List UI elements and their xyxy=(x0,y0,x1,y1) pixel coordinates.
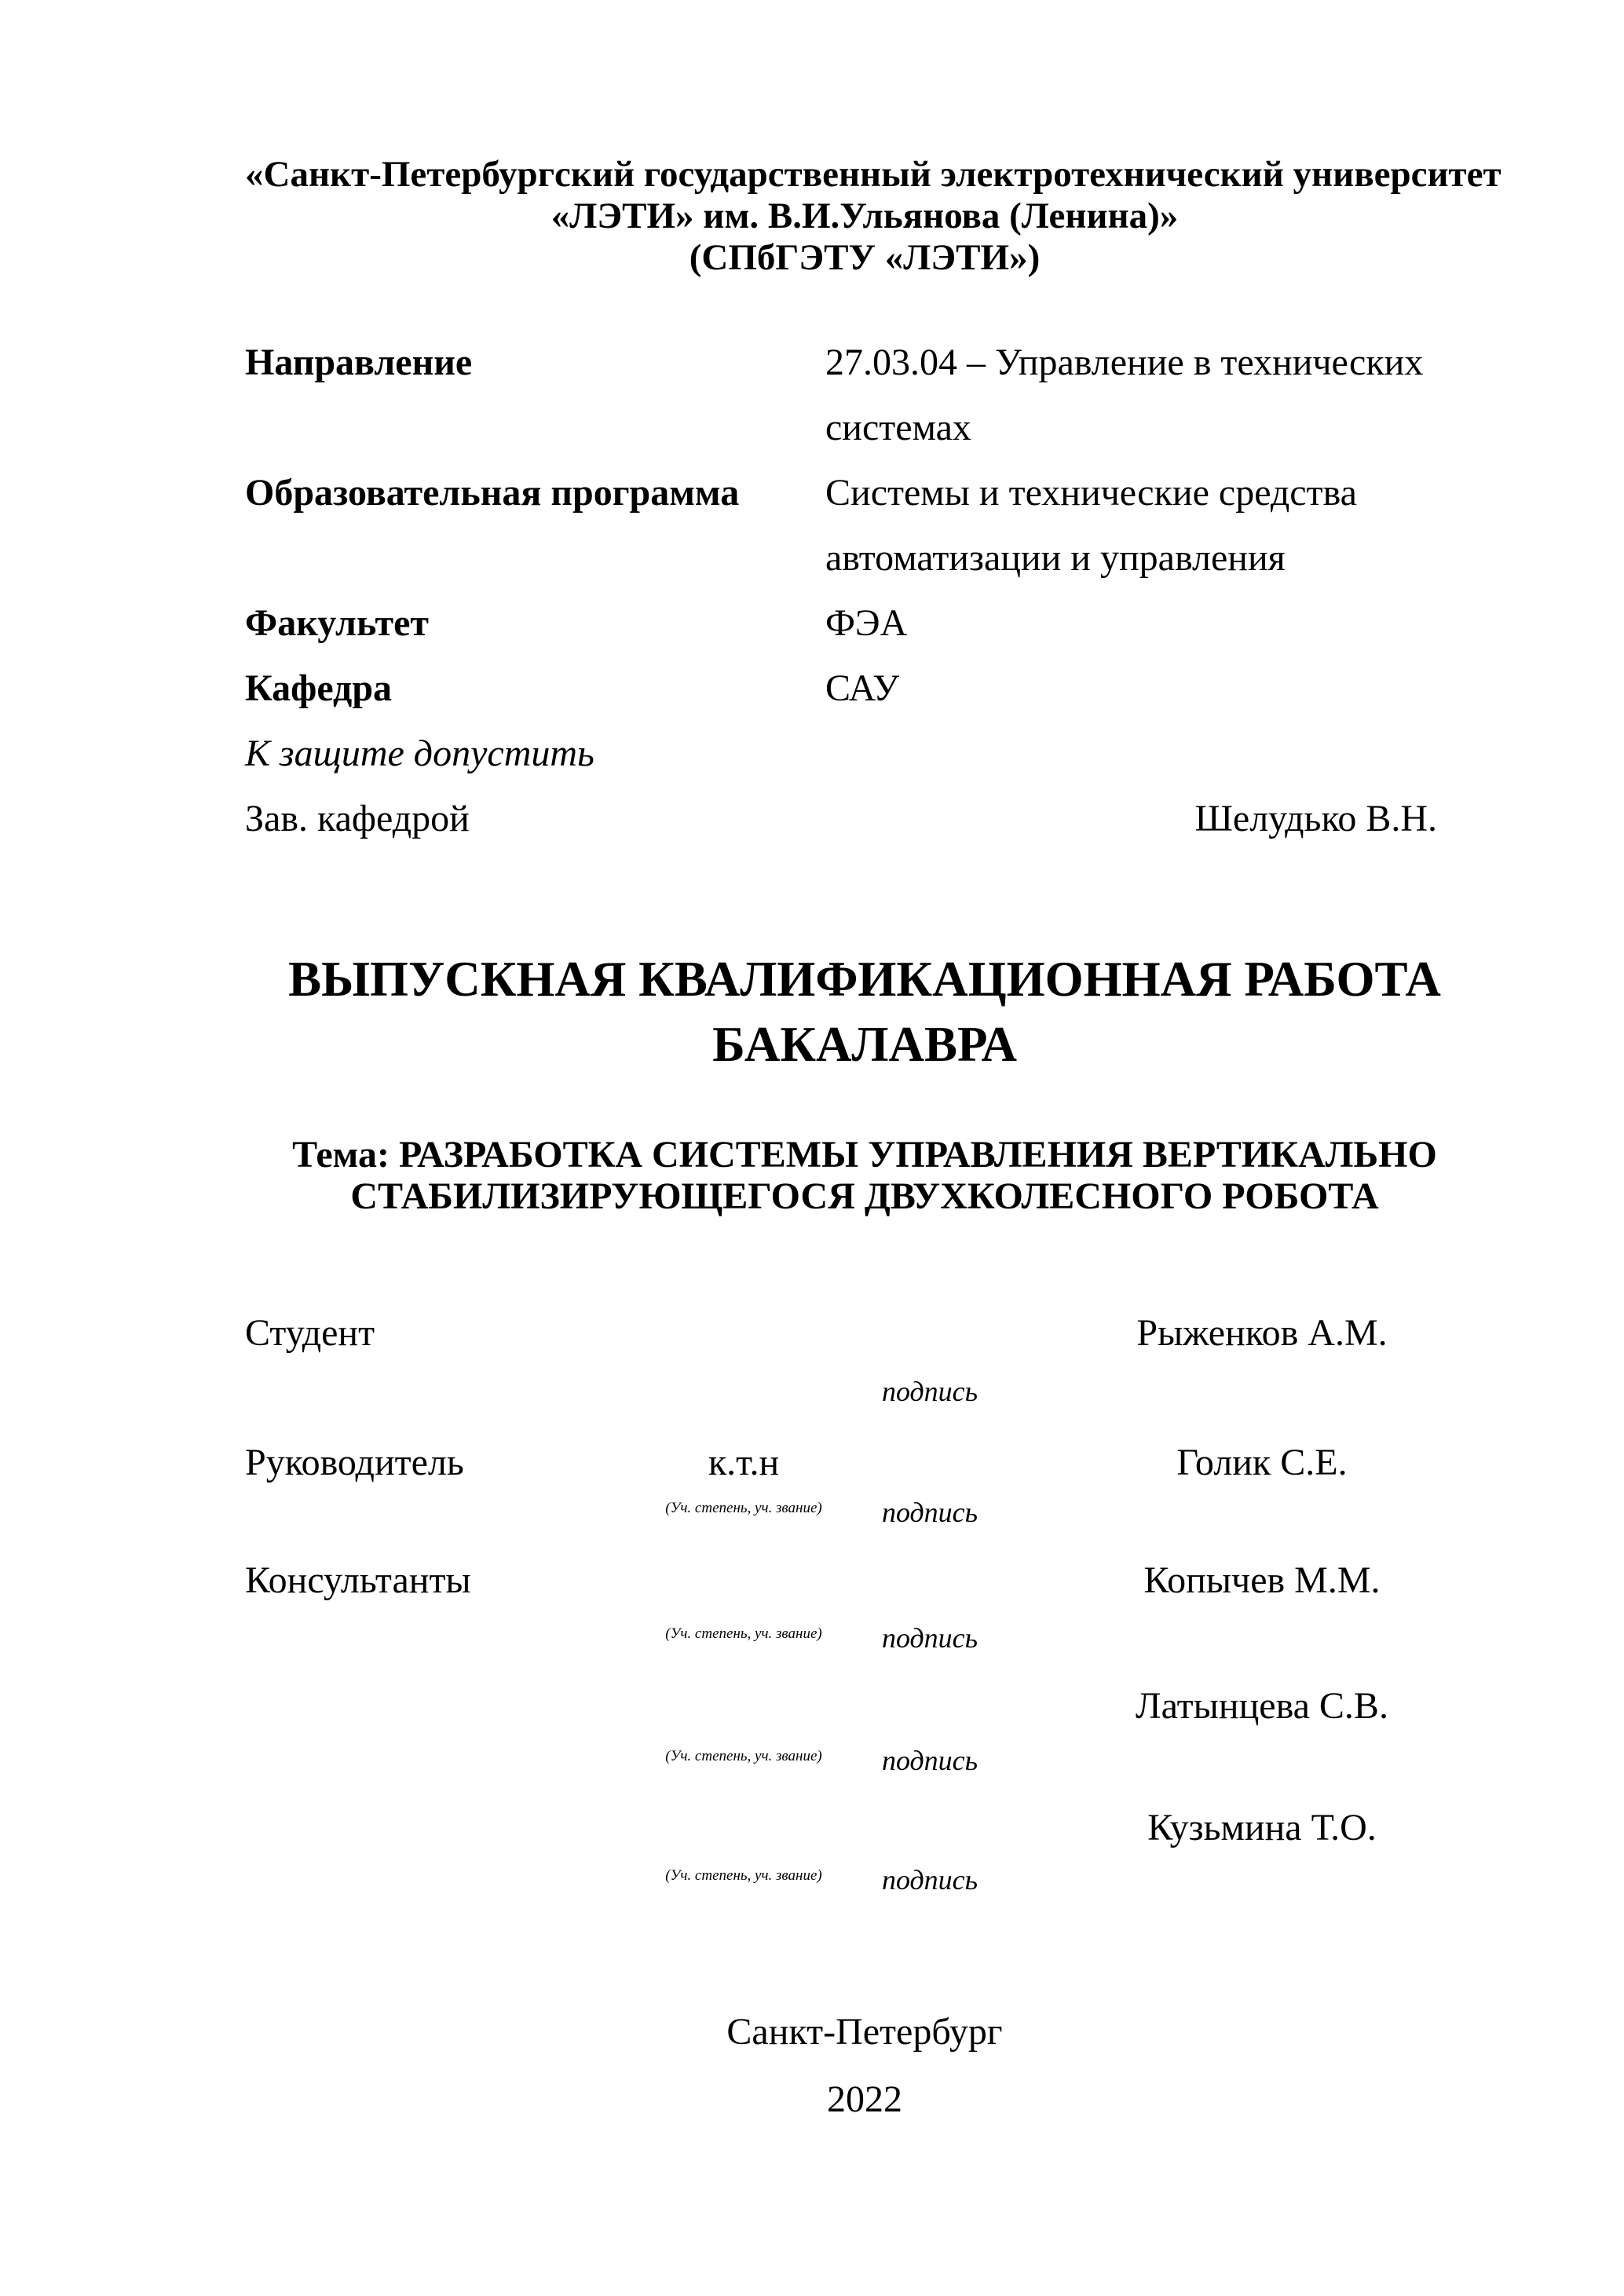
degree-caption: (Уч. степень, уч. звание) xyxy=(665,1867,822,1884)
consultant-name-1: Копычев М.М. xyxy=(1143,1559,1381,1601)
consultants-label: Консультанты xyxy=(245,1559,471,1601)
university-name-line-1: «Санкт-Петербургский государственный электротехнический университет xyxy=(245,154,1501,195)
supervisor-caption-row xyxy=(245,1497,1484,1531)
direction-value: 27.03.04 – Управление в технических системах xyxy=(825,342,1424,448)
footer-year: 2022 xyxy=(827,2078,902,2120)
admit-note: К защите допустить xyxy=(245,733,594,774)
supervisor-name: Голик С.Е. xyxy=(1176,1442,1348,1483)
dept-head-row xyxy=(245,786,1484,851)
consultants-row-2 xyxy=(245,1684,1484,1728)
department-label: Кафедра xyxy=(245,667,393,709)
faculty-value: ФЭА xyxy=(825,602,908,644)
consultant-caption-row-1 xyxy=(245,1622,1484,1657)
theme-line-1: Тема: РАЗРАБОТКА СИСТЕМЫ УПРАВЛЕНИЯ ВЕРТИКАЛЬНО xyxy=(292,1134,1437,1175)
signature-caption: подпись xyxy=(881,1376,978,1407)
program-value: Системы и технические средства автоматизации и управления xyxy=(825,472,1357,579)
faculty-label: Факультет xyxy=(245,602,429,644)
supervisor-row xyxy=(245,1441,1484,1485)
department-value: САУ xyxy=(825,667,900,709)
work-title-line-1: ВЫПУСКНАЯ КВАЛИФИКАЦИОННАЯ РАБОТА xyxy=(288,952,1441,1007)
university-name-line-2: «ЛЭТИ» им. В.И.Ульянова (Ленина)» xyxy=(550,196,1179,236)
signature-caption: подпись xyxy=(881,1497,978,1528)
theme-title xyxy=(245,1134,1484,1217)
footer-city: Санкт-Петербург xyxy=(726,2011,1003,2053)
signature-caption: подпись xyxy=(881,1864,978,1896)
consultants-row-1 xyxy=(245,1559,1484,1603)
work-title-line-2: БАКАЛАВРА xyxy=(712,1017,1017,1072)
student-label: Студент xyxy=(245,1312,375,1354)
fields-block xyxy=(245,330,1484,851)
field-row-faculty xyxy=(245,590,1484,656)
signature-caption: подпись xyxy=(881,1622,978,1654)
university-header xyxy=(245,154,1501,279)
consultants-row-3 xyxy=(245,1806,1484,1850)
admit-note-row xyxy=(245,721,1484,786)
consultant-name-2: Латынцева С.В. xyxy=(1136,1685,1388,1727)
degree-caption: (Уч. степень, уч. звание) xyxy=(665,1748,822,1764)
work-title xyxy=(245,947,1484,1077)
field-row-direction xyxy=(245,330,1484,460)
program-label: Образовательная программа xyxy=(245,472,740,514)
consultant-name-3: Кузьмина Т.О. xyxy=(1147,1807,1377,1848)
degree-caption: (Уч. степень, уч. звание) xyxy=(665,1500,822,1516)
field-row-program xyxy=(245,460,1484,590)
consultant-caption-row-3 xyxy=(245,1864,1484,1899)
signature-caption: подпись xyxy=(881,1745,978,1776)
student-row xyxy=(245,1311,1484,1355)
university-abbreviation: (СПбГЭТУ «ЛЭТИ») xyxy=(689,237,1041,278)
supervisor-degree: к.т.н xyxy=(708,1442,780,1483)
degree-caption: (Уч. степень, уч. звание) xyxy=(665,1625,822,1642)
student-name: Рыженков А.М. xyxy=(1136,1312,1388,1354)
consultant-caption-row-2 xyxy=(245,1745,1484,1779)
dept-head-label: Зав. кафедрой xyxy=(245,798,470,839)
student-signature-caption-row xyxy=(245,1376,1484,1410)
supervisor-label: Руководитель xyxy=(245,1442,464,1483)
direction-label: Направление xyxy=(245,342,473,383)
field-row-department xyxy=(245,656,1484,721)
theme-line-2: СТАБИЛИЗИРУЮЩЕГОСЯ ДВУХКОЛЕСНОГО РОБОТА xyxy=(350,1175,1379,1217)
dept-head-name: Шелудько В.Н. xyxy=(1194,798,1437,839)
